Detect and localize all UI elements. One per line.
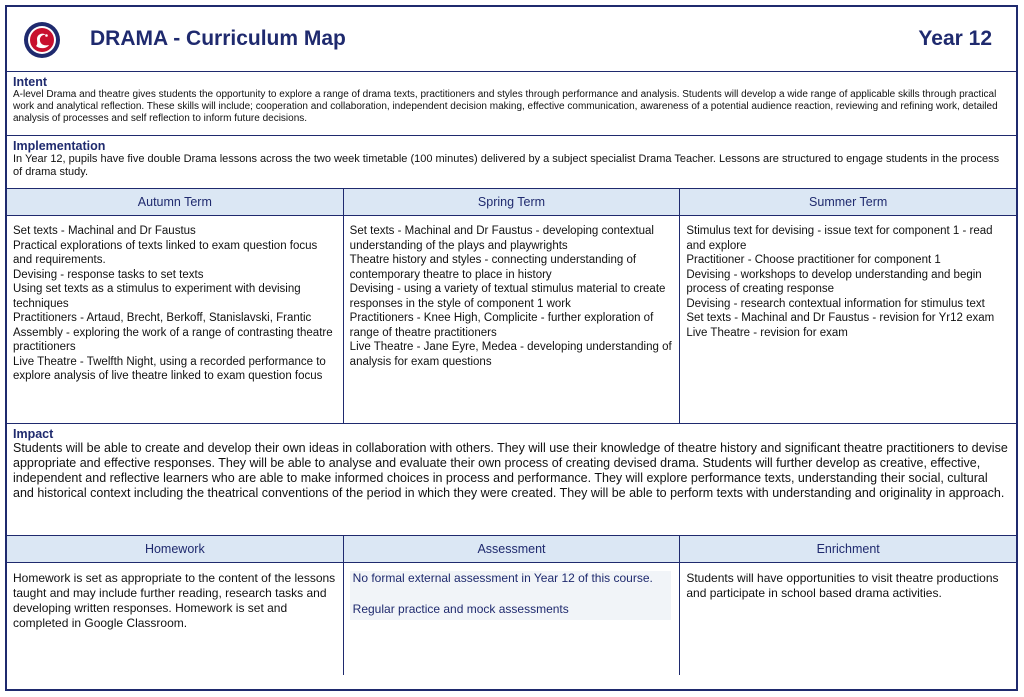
implementation-body: In Year 12, pupils have five double Drama lessons across the two week timetable (100 minutes) delivered by a subject specialist Drama Teacher. Lessons are structured to engage students in the process of drama study.: [13, 153, 1000, 178]
list-item: Theatre history and styles - connecting understanding of contemporary theatre to place in history: [349, 254, 637, 281]
homework-heading: Homework: [7, 536, 343, 563]
list-item: Live Theatre - Jane Eyre, Medea - developing understanding of analysis for exam questions: [349, 341, 672, 368]
list-item: Practitioners - Knee High, Complicite - further exploration of range of theatre practitioners: [349, 312, 654, 339]
homework-column: [7, 536, 344, 675]
assessment-line-1: No formal external assessment in Year 12 of this course.: [352, 571, 653, 585]
summer-term-content: [680, 216, 1016, 348]
autumn-term-content: [7, 216, 343, 392]
spring-term-content: [344, 216, 680, 377]
intent-section: [7, 72, 1016, 136]
implementation-section: [7, 136, 1016, 189]
intent-body: A-level Drama and theatre gives students the opportunity to explore a range of drama texts, practitioners and styles through performance and analysis. Students will develop a wide range of applicable skills through practical work and analytical reflection. These skills will include; cooperation and collaboration, independent decision making, effective communication, awareness of a potential audience reaction, reviewing and refining work, detailed analysis of processes and self reflection to inform future decisions.: [13, 89, 998, 124]
assessment-content: [344, 563, 680, 628]
list-item: Stimulus text for devising - issue text for component 1 - read and explore: [686, 225, 993, 252]
homework-grid: [7, 536, 1016, 675]
curriculum-map-page: [5, 5, 1018, 691]
autumn-term-column: [7, 189, 344, 423]
enrichment-column: [680, 536, 1016, 675]
spring-term-column: [344, 189, 681, 423]
assessment-heading: Assessment: [344, 536, 680, 563]
summer-term-heading: Summer Term: [680, 189, 1016, 216]
year-label: Year 12: [918, 27, 992, 50]
list-item: Devising - using a variety of textual stimulus material to create responses in the style of component 1 work: [349, 283, 666, 310]
spring-term-heading: Spring Term: [344, 189, 680, 216]
homework-body: Homework is set as appropriate to the content of the lessons taught and may include further reading, research tasks and developing written responses. Homework is set and completed in Google Classroom.: [13, 571, 336, 630]
list-item: Set texts - Machinal and Dr Faustus - developing contextual understanding of the plays and playwrights: [349, 225, 654, 252]
list-item: Devising - response tasks to set texts: [13, 268, 204, 281]
list-item: Practitioners - Artaud, Brecht, Berkoff, Stanislavski, Frantic Assembly - exploring the work of a range of contrasting theatre practitioners: [13, 312, 333, 353]
page-title: DRAMA - Curriculum Map: [90, 27, 346, 50]
summer-term-column: [680, 189, 1016, 423]
list-item: Live Theatre - Twelfth Night, using a recorded performance to explore analysis of live theatre linked to exam question focus: [13, 355, 326, 382]
intent-title: Intent: [13, 75, 48, 89]
list-item: Live Theatre - revision for exam: [686, 326, 848, 339]
list-item: Devising - workshops to develop understanding and begin process of creating response: [686, 268, 982, 295]
implementation-title: Implementation: [13, 139, 106, 153]
impact-section: [7, 424, 1016, 536]
autumn-term-heading: Autumn Term: [7, 189, 343, 216]
list-item: Set texts - Machinal and Dr Faustus: [13, 225, 196, 237]
header: [7, 7, 1016, 72]
list-item: Using set texts as a stimulus to experiment with devising techniques: [13, 283, 301, 310]
list-item: Practitioner - Choose practitioner for component 1: [686, 254, 941, 266]
school-crest-icon: [23, 21, 61, 59]
enrichment-body: Students will have opportunities to visit theatre productions and participate in school based drama activities.: [686, 571, 999, 600]
terms-grid: [7, 189, 1016, 424]
impact-body: Students will be able to create and develop their own ideas in collaboration with others. They will use their knowledge of theatre history and significant theatre practitioners to devise appropriate and effective responses. They will be able to analyse and evaluate their own process of creating devised drama. Students will further develop as creative, effective, independent and reflective learners who are able to make informed choices in process and performance. They will explore performance texts, understanding their social, cultural and historical context including the theatrical conventions of the period in which they were created. They will be able to perform texts with understanding and originality in approach.: [13, 441, 1008, 500]
list-item: Devising - research contextual information for stimulus text: [686, 297, 985, 310]
assessment-column: [344, 536, 681, 675]
list-item: Set texts - Machinal and Dr Faustus - revision for Yr12 exam: [686, 312, 995, 324]
list-item: Practical explorations of texts linked to exam question focus and requirements.: [13, 239, 318, 266]
impact-title: Impact: [13, 427, 54, 441]
enrichment-heading: Enrichment: [680, 536, 1016, 563]
assessment-box: [350, 571, 672, 620]
assessment-line-2: Regular practice and mock assessments: [352, 602, 569, 616]
